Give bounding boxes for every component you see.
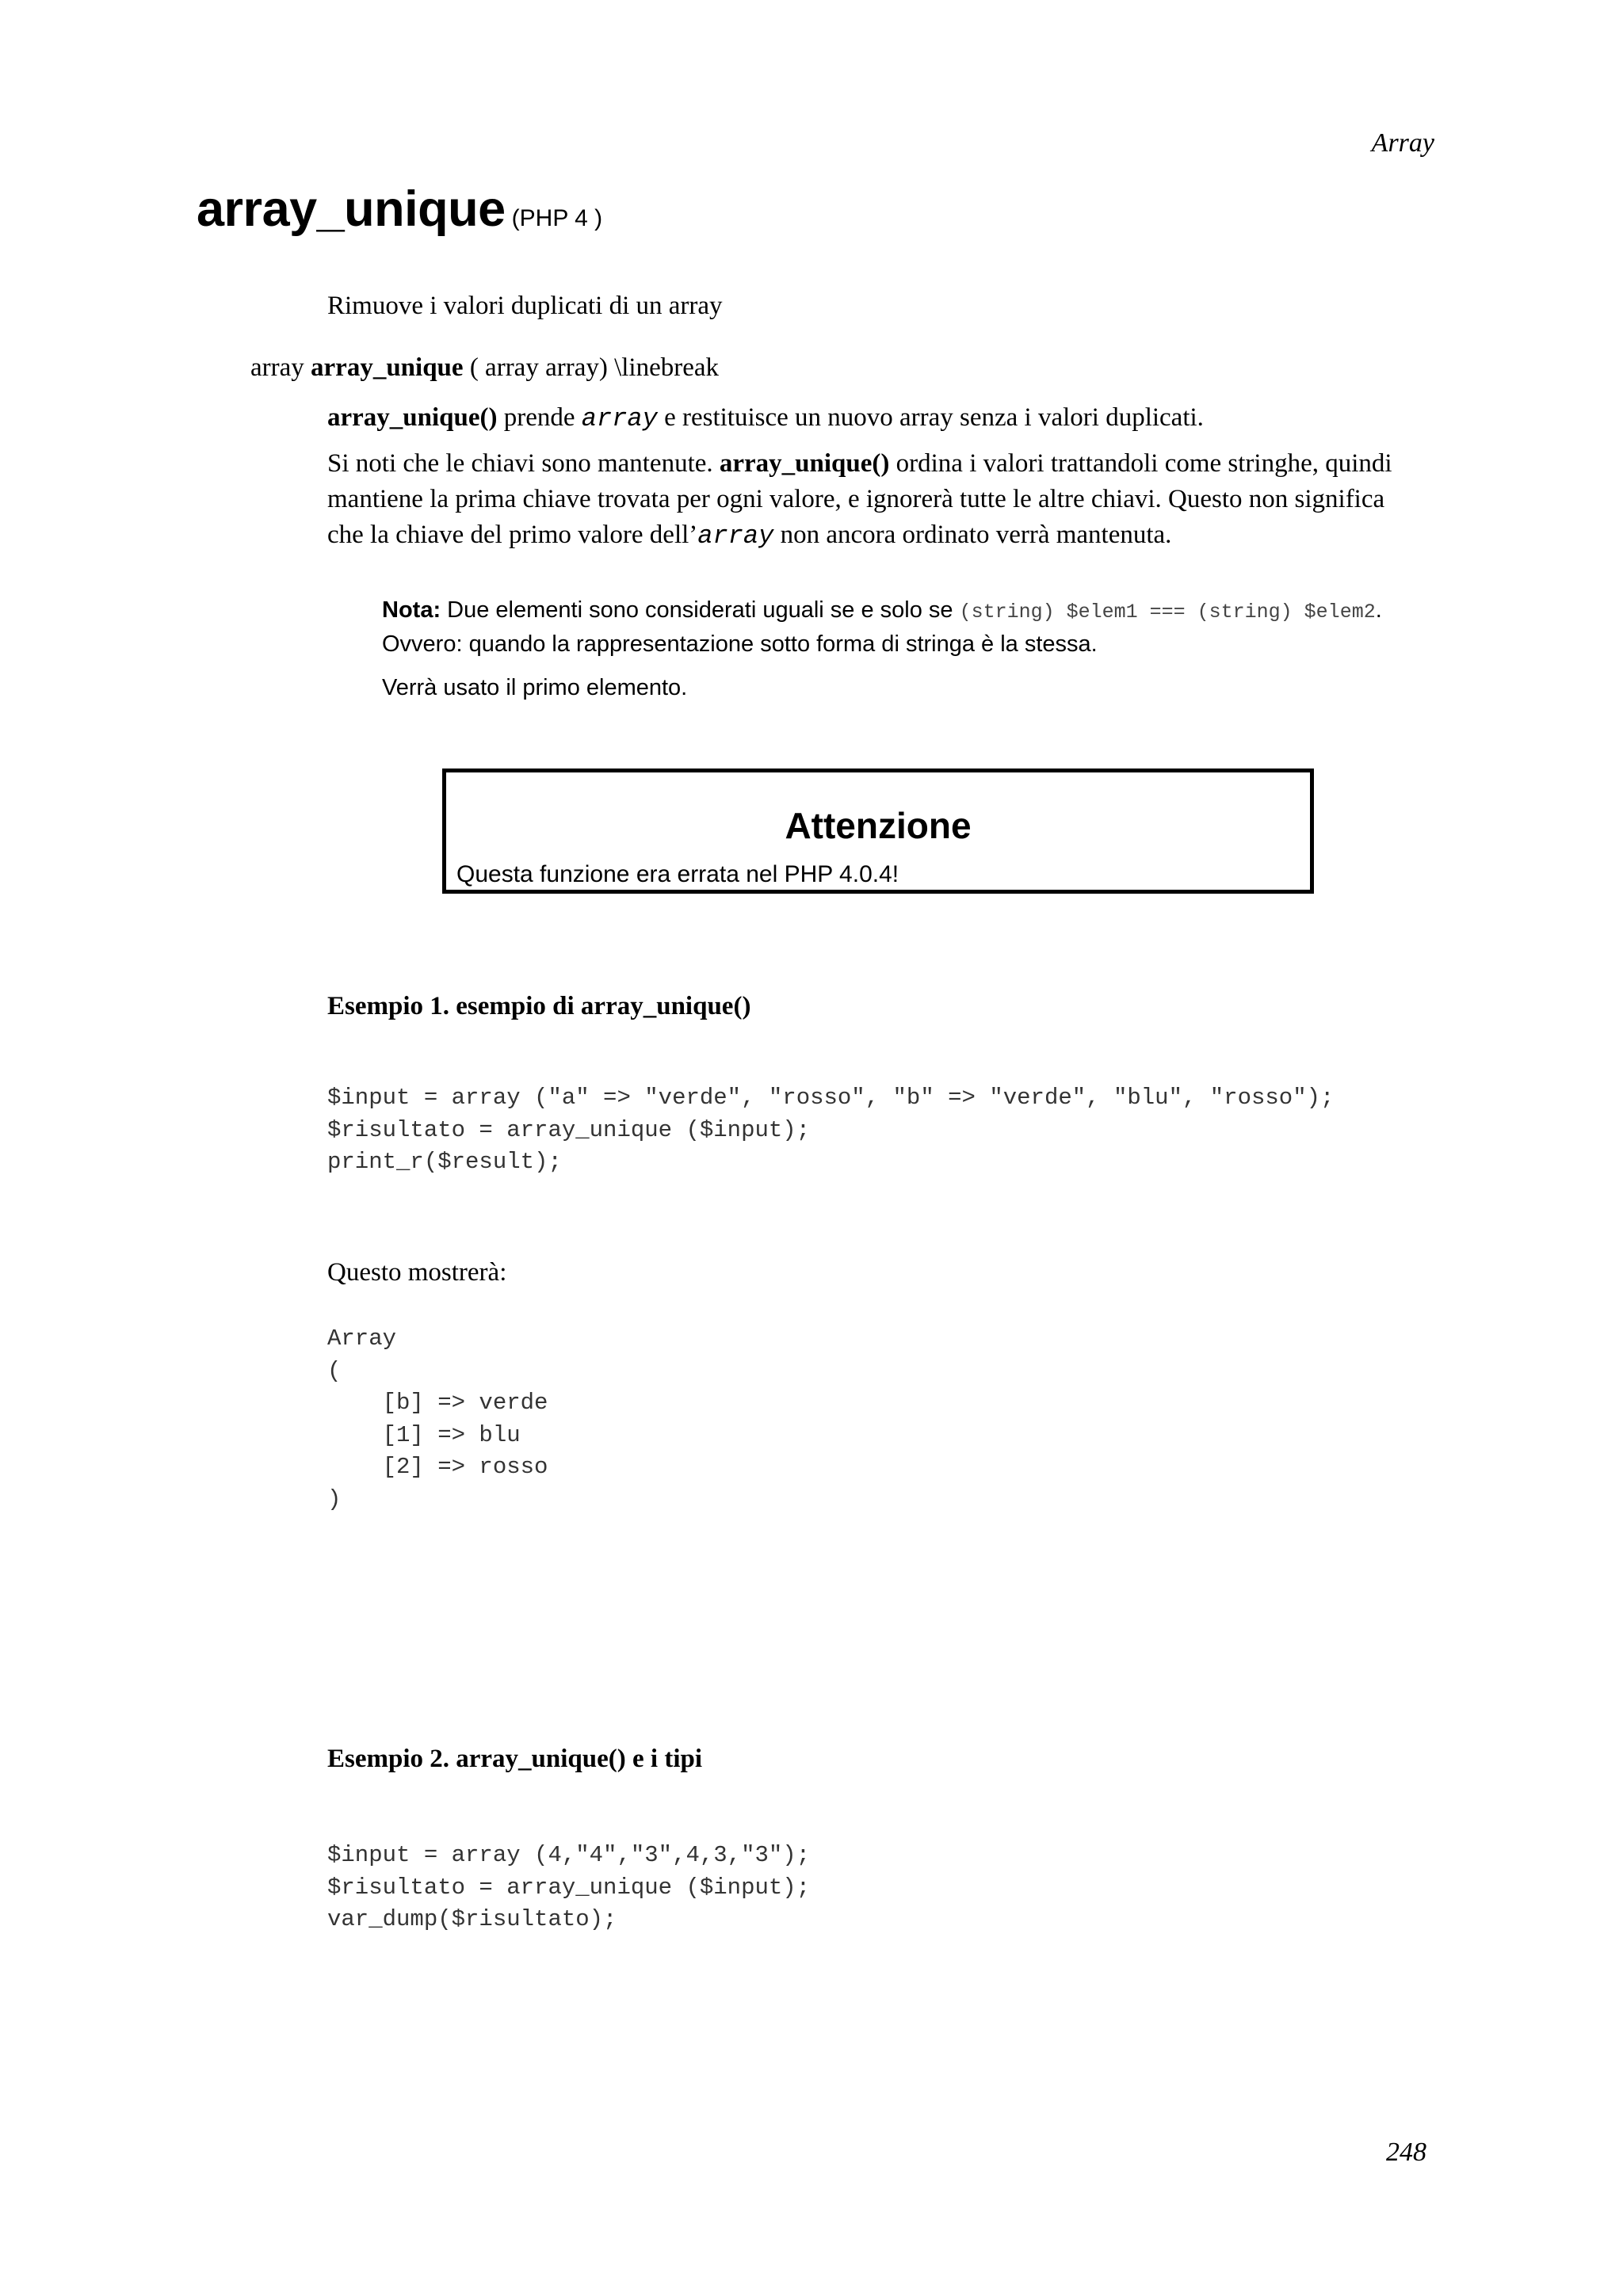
example-2-code: $input = array (4,"4","3",4,3,"3"); $risultato = array_unique ($input); var_dump($risultato); bbox=[327, 1842, 811, 1932]
description-text: Si noti che le chiavi sono mantenute. bbox=[327, 449, 720, 478]
function-name: array_unique bbox=[197, 181, 506, 237]
php-version: (PHP 4 ) bbox=[511, 205, 603, 231]
description-paragraph bbox=[327, 400, 1421, 437]
note-label: Nota: bbox=[382, 597, 441, 623]
warning-box bbox=[442, 769, 1314, 894]
example-2-title: Esempio 2. array_unique() e i tipi bbox=[327, 1745, 703, 1773]
synopsis-function-name: array_unique bbox=[311, 353, 464, 382]
example-1-title: Esempio 1. esempio di array_unique() bbox=[327, 992, 751, 1020]
running-header: Array bbox=[1371, 128, 1434, 158]
description-paragraph bbox=[327, 446, 1421, 554]
synopsis-params: ( array array) \linebreak bbox=[469, 353, 720, 382]
note-text: . Ovvero: quando la rappresentazione sotto forma di stringa è la stessa. bbox=[382, 597, 1382, 657]
description-text: prende bbox=[497, 403, 582, 432]
inline-parameter: array bbox=[581, 404, 658, 433]
warning-title: Attenzione bbox=[785, 805, 972, 846]
inline-function: array_unique() bbox=[719, 449, 890, 478]
description bbox=[327, 400, 1421, 563]
inline-parameter: array bbox=[697, 521, 774, 551]
note-code: (string) $elem1 === (string) $elem2 bbox=[959, 601, 1376, 624]
return-type: array bbox=[250, 353, 304, 382]
function-title bbox=[197, 181, 602, 238]
output-label: Questo mostrerà: bbox=[327, 1258, 507, 1287]
note-text: Due elementi sono considerati uguali se e solo se bbox=[441, 597, 960, 623]
function-purpose: Rimuove i valori duplicati di un array bbox=[327, 292, 723, 320]
description-text: ordina i valori trattandoli come stringhe, quindi mantiene la prima chiave trovata per ogni valore, e ignorerà tutte le altre chiavi. Questo non significa che la chiave del primo valore dell’ bbox=[327, 449, 1392, 549]
warning-text: Questa funzione era errata nel PHP 4.0.4! bbox=[456, 861, 899, 887]
page-number: 248 bbox=[1386, 2138, 1426, 2167]
inline-function: array_unique() bbox=[327, 403, 498, 432]
note-paragraph bbox=[382, 594, 1404, 661]
description-text: e restituisce un nuovo array senza i valori duplicati. bbox=[657, 403, 1204, 432]
function-synopsis bbox=[250, 350, 719, 386]
note-block bbox=[382, 594, 1404, 715]
example-1-code: $input = array ("a" => "verde", "rosso", "b" => "verde", "blu", "rosso"); $risultato = array_unique ($input); print_r($result); bbox=[327, 1085, 1335, 1175]
note-paragraph: Verrà usato il primo elemento. bbox=[382, 675, 688, 700]
description-text: non ancora ordinato verrà mantenuta. bbox=[773, 521, 1172, 549]
example-1-output: Array ( [b] => verde [1] => blu [2] => rosso ) bbox=[327, 1325, 548, 1512]
